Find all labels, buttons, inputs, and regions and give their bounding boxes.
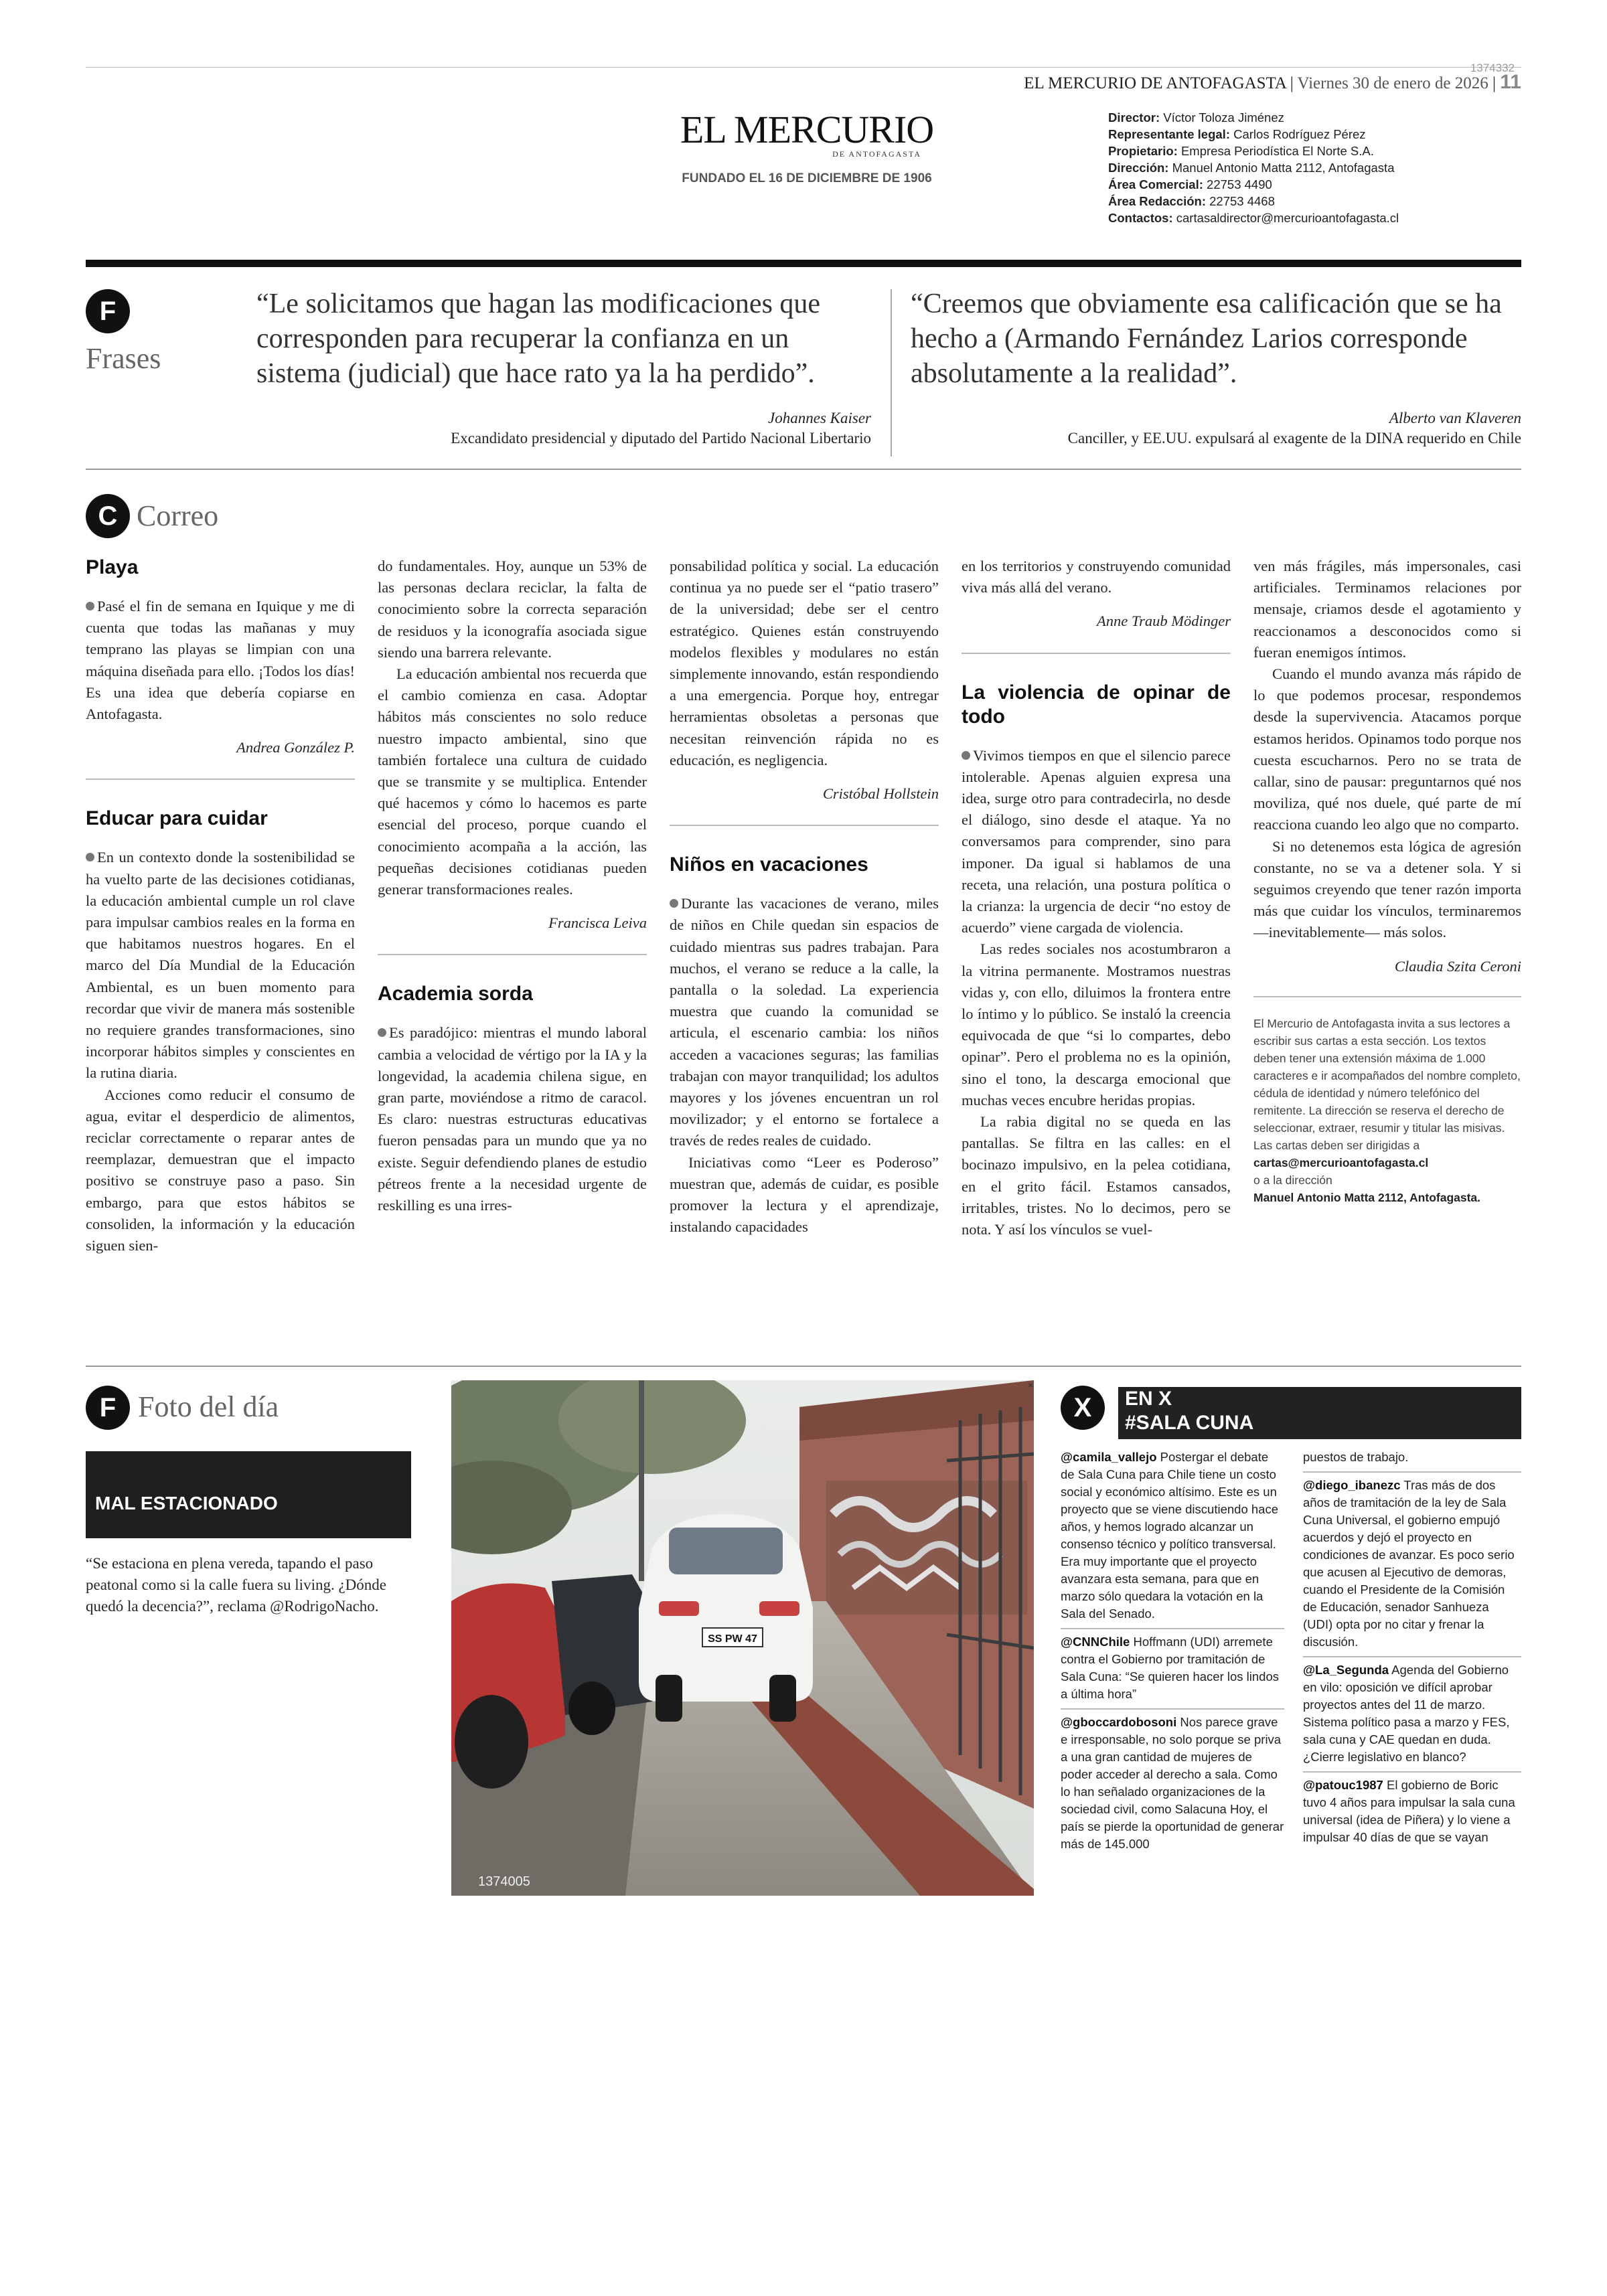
frases-badge: F	[86, 289, 130, 333]
letter-signature: Francisca Leiva	[548, 914, 647, 932]
tweet-handle[interactable]: @La_Segunda	[1303, 1663, 1389, 1677]
quote-role: Excandidato presidencial y diputado del Partido Nacional Libertario	[451, 430, 871, 446]
staff-line: Área Comercial: 22753 4490	[1108, 177, 1272, 191]
frases-title: Frases	[86, 342, 161, 375]
letter-signature: Andrea González P.	[236, 739, 355, 756]
letter-heading: Educar para cuidar	[86, 807, 268, 830]
letters-email[interactable]: cartas@mercurioantofagasta.cl	[1253, 1155, 1429, 1169]
letter-separator	[378, 954, 647, 955]
rule	[86, 469, 1521, 470]
quote-divider	[891, 289, 892, 457]
letter-heading: La violencia de opinar de todo	[962, 681, 1231, 728]
letter-separator	[670, 825, 939, 826]
bullet-icon	[670, 899, 678, 908]
letter-signature: Cristóbal Hollstein	[822, 785, 939, 803]
correo-column-2	[378, 556, 647, 1216]
bullet-icon	[86, 602, 94, 610]
letter-separator	[86, 778, 355, 780]
quote-text: “Le solicitamos que hagan las modificaciones que corresponden para recuperar la confianza en un sistema (judicial) que hace rato ya la ha perdido”.	[256, 289, 821, 389]
founded-line: FUNDADO EL 16 DE DICIEMBRE DE 1906	[682, 171, 932, 185]
tweet: @gboccardobosoni Nos parece grave e irresponsable, no solo porque se priva a una gran cantidad de mujeres de poder acceder al derecho a sala. Como lo han señalado organizaciones de la sociedad civil, como Salacuna Hoy, el país se pierde la oportunidad de generar más de 145.000	[1061, 1708, 1284, 1858]
correo-title: Correo	[137, 499, 219, 532]
tweet: @CNNChile Hoffmann (UDI) arremete contra el Gobierno por tramitación de Sala Cuna: “Se quieren hacer los lindos a última hora”	[1061, 1628, 1284, 1708]
letter-signature: Anne Traub Mödinger	[1097, 612, 1231, 630]
letter-signature: Claudia Szita Ceroni	[1394, 957, 1521, 975]
letter-separator	[1253, 996, 1521, 997]
staff-line: Representante legal: Carlos Rodríguez Pérez	[1108, 127, 1366, 141]
tweet: @La_Segunda Agenda del Gobierno en vilo: oposición ve difícil aprobar proyectos antes del 11 de marzo. Sistema político pasa a marzo y FES, sala cuna y CAE quedan en duda. ¿Cierre legislativo en blanco?	[1303, 1656, 1521, 1771]
masthead	[670, 110, 944, 186]
letter-paragraph: ponsabilidad política y social. La educación continua ya no puede ser el “patio trasero” de la universidad; debe ser el centro estratégico. Quienes están construyendo modelos flexibles y modulares no están simplemente innovando, están respondiendo a una emergencia. Porque hoy, entregar herramientas obsoletas a personas que necesitan reinvención rápida no es educación, es negligencia.	[670, 558, 939, 768]
letter-paragraph: Acciones como reducir el consumo de agua, evitar el desperdicio de alimentos, reciclar correctamente o reparar antes de reemplazar, demuestran que el impacto positivo se construye paso a paso. Sin embargo, para que estos hábitos se consoliden, la información y la educación siguen sien-	[86, 1086, 355, 1254]
foto-headline-box	[86, 1451, 411, 1538]
page-number: 11	[1500, 71, 1521, 93]
staff-line: Contactos: cartasaldirector@mercurioantofagasta.cl	[1108, 211, 1399, 225]
x-header-line1: EN X	[1125, 1388, 1172, 1410]
letter-paragraph: Si no detenemos esta lógica de agresión constante, no se va a detener sola. Y si seguimos creyendo que tener razón importa más que cuidar los vínculos, terminaremos —inevitablemente— más solos.	[1253, 837, 1521, 941]
svg-text:×: ×	[1028, 1380, 1034, 1390]
rule	[86, 1366, 1521, 1367]
foto-caption: “Se estaciona en plena vereda, tapando el paso peatonal como si la calle fuera su living. ¿Dónde quedó la decencia?”, reclama @RodrigoNacho.	[86, 1555, 386, 1615]
x-badge: X	[1061, 1386, 1105, 1430]
bullet-icon	[378, 1028, 386, 1037]
staff-box	[1108, 109, 1399, 226]
x-column-right	[1303, 1449, 1521, 1852]
tweet-handle[interactable]: @CNNChile	[1061, 1635, 1130, 1649]
tweet-handle[interactable]: @patouc1987	[1303, 1778, 1383, 1792]
bullet-icon	[962, 751, 970, 760]
photo-id-text: 1374005	[478, 1874, 530, 1889]
foto-title: Foto del día	[138, 1390, 279, 1423]
staff-line: Dirección: Manuel Antonio Matta 2112, Antofagasta	[1108, 161, 1395, 175]
correo-column-1	[86, 556, 355, 1256]
letter-paragraph: Cuando el mundo avanza más rápido de lo que podemos procesar, respondemos desde la supervivencia. Atacamos porque estamos heridos. Opinamos todo porque nos cuesta escucharnos. Pero no se trata de callar, sino de pausar: preguntarnos qué nos moviliza, qué nos duele, qué parte de mí reacciona cuando leo algo que no comparto.	[1253, 665, 1521, 833]
letter-paragraph: do fundamentales. Hoy, aunque un 53% de las personas declara reciclar, la falta de conocimiento sobre la correcta separación de residuos y la iconografía asociada sigue siendo una barrera relevante.	[378, 558, 647, 661]
section-divider-bar	[86, 260, 1521, 267]
bullet-icon	[86, 853, 94, 862]
correo-badge: C	[86, 494, 130, 538]
folio-publication: EL MERCURIO DE ANTOFAGASTA	[1024, 74, 1286, 92]
masthead-subtitle: DE ANTOFAGASTA	[832, 149, 921, 159]
tweet: @camila_vallejo Postergar el debate de Sala Cuna para Chile tiene un costo social y económico altísimo. Este es un proyecto que se viene discutiendo hace años, y hemos logrado alcanzar un consenso técnico y político transversal. Era muy importante que el proyecto avanzara esta semana, para que en marzo sólo quedara la votación en la Sala del Senado.	[1061, 1450, 1278, 1621]
quote-author: Johannes Kaiser	[768, 410, 871, 426]
correo-column-3	[670, 556, 939, 1238]
license-plate-text: SS PW 47	[708, 1633, 757, 1645]
letter-paragraph: Pasé el fin de semana en Iquique y me di cuenta que todas las mañanas y muy temprano las playas se limpian con una máquina diseñada para ello. ¡Todos los días! Es una idea que debería copiarse en Antofagasta.	[86, 598, 355, 723]
x-header-box	[1118, 1387, 1521, 1439]
correo-column-5	[1253, 556, 1521, 1206]
x-header-hashtag: #SALA CUNA	[1125, 1412, 1254, 1434]
letter-paragraph: Durante las vacaciones de verano, miles de niños en Chile quedan sin espacios de cuidado mientras sus padres trabajan. Para muchos, el verano se reduce a la calle, la pantalla o la soledad. La experiencia muestra que cuando la comunidad se articula, el escenario cambia: los niños acceden a vacaciones seguras; las familias trabajan con mayor tranquilidad; los adultos mayores y los jóvenes encuentran un rol movilizador; y el entorno se fortalece a través de redes reales de cuidado.	[670, 895, 939, 1149]
archive-stamp: 1374332	[1470, 62, 1515, 74]
correo-column-4	[962, 556, 1231, 1240]
letter-paragraph: En un contexto donde la sostenibilidad se ha vuelto parte de las decisiones cotidianas, la educación ambiental cumple un rol clave para impulsar cambios reales en la forma en que habitamos nuestros hogares. En el marco del Día Mundial de la Educación Ambiental, es un buen momento para recordar que vivir de manera más sostenible no requiere grandes transformaciones, sino incorporar hábitos simples y conscientes en la rutina diaria.	[86, 849, 355, 1082]
quote-author: Alberto van Klaveren	[1389, 410, 1521, 426]
quote-role: Canciller, y EE.UU. expulsará al exagente de la DINA requerido en Chile	[1067, 430, 1521, 446]
letter-heading: Niños en vacaciones	[670, 853, 868, 876]
letter-paragraph: Es paradójico: mientras el mundo laboral cambia a velocidad de vértigo por la IA y la longevidad, la academia chilena sigue, en gran parte, moviéndose a ritmo de caracol. Es claro: nuestras estructuras educativas fueron pensadas para un mundo que ya no existe. Seguir defendiendo planes de estudio pétreos frente a la necesidad urgente de reskilling es una irres-	[378, 1024, 647, 1214]
x-column-left	[1061, 1449, 1284, 1858]
quote-text: “Creemos que obviamente esa calificación que se ha hecho a (Armando Fernández Larios corresponde absolutamente a la realidad”.	[911, 289, 1502, 389]
letter-paragraph: ven más frágiles, más impersonales, casi artificiales. Terminamos relaciones por mensaje, criamos desde el agotamiento y reaccionamos a desconocidos como si fueran enemigos íntimos.	[1253, 558, 1521, 661]
masthead-logo: EL MERCURIO	[680, 108, 934, 151]
letter-separator	[962, 653, 1231, 654]
tweet-continuation: puestos de trabajo.	[1303, 1450, 1409, 1464]
letter-paragraph: en los territorios y construyendo comunidad viva más allá del verano.	[962, 558, 1231, 596]
folio-date: Viernes 30 de enero de 2026	[1297, 74, 1488, 92]
staff-line: Director: Víctor Toloza Jiménez	[1108, 110, 1284, 125]
top-rule	[86, 67, 1521, 68]
tweet-handle[interactable]: @camila_vallejo	[1061, 1450, 1157, 1464]
news-photo	[451, 1380, 1034, 1896]
letters-notice: El Mercurio de Antofagasta invita a sus lectores a escribir sus cartas a esta sección. Los textos deben tener una extensión máxima de 1.000 caracteres e ir acompañados del nombre completo, cédula de identidad y número telefónico del remitente. La dirección se reserva el derecho de seleccionar, extraer, resumir y titular las misivas. Las cartas deben ser dirigidas a cartas@mercurioantofagasta.cl o a la dirección Manuel Antonio Matta 2112, Antofagasta.	[1253, 1016, 1521, 1204]
letter-paragraph: Vivimos tiempos en que el silencio parece intolerable. Apenas alguien expresa una idea, surge otro para contradecirla, no desde el diálogo, sino desde el ataque. Ya no conversamos para comprender, sino para imponer. Da igual si hablamos de una receta, una relación, una postura política o la crianza: la urgencia de decir “no estoy de acuerdo” viene cargada de violencia.	[962, 746, 1231, 936]
letter-heading: Playa	[86, 556, 139, 578]
letter-paragraph: La rabia digital no se queda en las pantallas. Se filtra en las calles: en el bocinazo impulsivo, en la pelea cotidiana, en el grito fácil. Estamos cansados, irritables, tristes. No lo decimos, pero se nota. Y así los vínculos se vuel-	[962, 1113, 1231, 1238]
foto-headline: MAL ESTACIONADO	[95, 1493, 278, 1513]
tweet: @patouc1987 El gobierno de Boric tuvo 4 años para impulsar la sala cuna universal (idea de Piñera) y lo viene a impulsar 40 días de que se vayan	[1303, 1771, 1521, 1852]
tweet-handle[interactable]: @gboccardobosoni	[1061, 1715, 1177, 1729]
folio: EL MERCURIO DE ANTOFAGASTA | Viernes 30 de enero de 2026 | 11 1374332	[1024, 62, 1521, 93]
letter-heading: Academia sorda	[378, 983, 533, 1005]
foto-badge: F	[86, 1386, 130, 1430]
tweet-handle[interactable]: @diego_ibanezc	[1303, 1478, 1401, 1492]
staff-line: Propietario: Empresa Periodística El Norte S.A.	[1108, 144, 1374, 158]
letter-paragraph: Las redes sociales nos acostumbraron a la vitrina permanente. Mostramos nuestras vidas y, con ello, diluimos la frontera entre lo íntimo y lo público. Se instaló la creencia equivocada de que “si lo compartes, debo opinar”. Pero el problema no es la opinión, sino el tono, la descarga emocional que muchas veces encubre heridas propias.	[962, 940, 1231, 1109]
staff-line: Área Redacción: 22753 4468	[1108, 194, 1275, 208]
tweet: @diego_ibanezc Tras más de dos años de tramitación de la ley de Sala Cuna Universal, el gobierno empujó acuerdos y dejó el proyecto en condiciones de avanzar. Es poco serio que acusen al Ejecutivo de demoras, cuando el Presidente de la Comisión de Educación, senador Sanhueza (UDI) opta por no citar y frenar la discusión.	[1303, 1471, 1521, 1656]
letter-paragraph: La educación ambiental nos recuerda que el cambio comienza en casa. Adoptar hábitos más conscientes no solo reduce nuestro impacto ambiental, sino que también fortalece una cultura de cuidado que se transmite y se multiplica. Entender qué hacemos y cómo lo hacemos es parte esencial del proceso, porque cuando el conocimiento acompaña a la acción, las pequeñas decisiones cotidianas pueden generar transformaciones reales.	[378, 665, 647, 898]
letter-paragraph: Iniciativas como “Leer es Poderoso” muestran que, además de cuidar, es posible promover la lectura y el aprendizaje, instalando capacidades	[670, 1153, 939, 1236]
